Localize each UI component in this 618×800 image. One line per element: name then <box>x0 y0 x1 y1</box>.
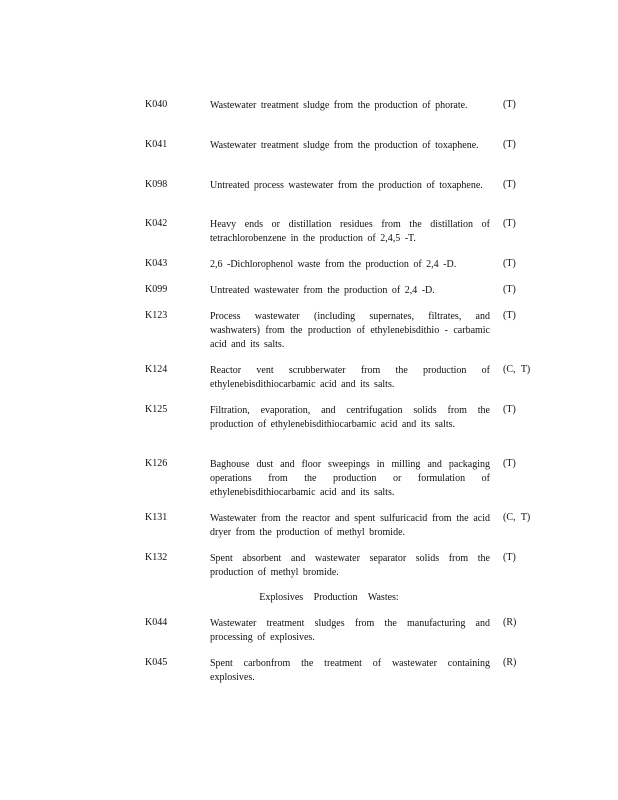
waste-code: K043 <box>145 258 168 269</box>
hazard-code: (T) <box>503 458 516 469</box>
hazard-code: (T) <box>503 258 516 269</box>
hazard-code: (R) <box>503 657 517 668</box>
waste-description: Wastewater treatment sludges from the manufacturing and processing of explosives. <box>210 618 490 643</box>
waste-description: Untreated wastewater from the production of 2,4 -D. <box>210 285 435 296</box>
waste-description: Reactor vent scrubberwater from the production of ethylenebisdithiocarbamic acid and its salts. <box>210 365 490 390</box>
waste-code: K042 <box>145 218 168 229</box>
waste-code: K125 <box>145 404 168 415</box>
hazard-code: (T) <box>503 139 516 150</box>
waste-code: K124 <box>145 364 168 375</box>
waste-description: Wastewater treatment sludge from the production of phorate. <box>210 100 468 111</box>
waste-description: Wastewater treatment sludge from the production of toxaphene. <box>210 140 479 151</box>
waste-description: Heavy ends or distillation residues from the distillation of tetrachlorobenzene in the production of 2,4,5 -T. <box>210 219 490 244</box>
hazard-code: (T) <box>503 404 516 415</box>
waste-code: K044 <box>145 617 168 628</box>
waste-code: K098 <box>145 179 168 190</box>
waste-description: 2,6 -Dichlorophenol waste from the production of 2,4 -D. <box>210 259 457 270</box>
waste-code: K099 <box>145 284 168 295</box>
hazard-code: (T) <box>503 218 516 229</box>
waste-code: K123 <box>145 310 168 321</box>
waste-description: Spent absorbent and wastewater separator solids from the production of methyl bromide. <box>210 553 490 578</box>
waste-code: K131 <box>145 512 168 523</box>
waste-code: K041 <box>145 139 168 150</box>
waste-code: K045 <box>145 657 168 668</box>
waste-description: Baghouse dust and floor sweepings in milling and packaging operations from the production or formulation of ethylenebisdithiocarbamic acid and its salts. <box>210 459 490 498</box>
hazard-code: (T) <box>503 552 516 563</box>
section-heading: Explosives Production Wastes: <box>259 592 399 603</box>
hazard-code: (T) <box>503 310 516 321</box>
hazard-code: (C, T) <box>503 364 531 375</box>
hazard-code: (C, T) <box>503 512 531 523</box>
hazard-code: (T) <box>503 284 516 295</box>
waste-description: Spent carbonfrom the treatment of wastewater containing explosives. <box>210 658 490 683</box>
waste-description: Untreated process wastewater from the production of toxaphene. <box>210 180 483 191</box>
hazard-code: (T) <box>503 179 516 190</box>
hazard-code: (T) <box>503 99 516 110</box>
waste-code: K040 <box>145 99 168 110</box>
waste-description: Process wastewater (including supernates, filtrates, and washwaters) from the production of ethylenebisdithio - carbamic acid and its salts. <box>210 311 490 350</box>
hazard-code: (R) <box>503 617 517 628</box>
waste-code: K126 <box>145 458 168 469</box>
waste-description: Filtration, evaporation, and centrifugation solids from the production of ethylenebisdithiocarbamic acid and its salts. <box>210 405 490 430</box>
waste-code: K132 <box>145 552 168 563</box>
waste-description: Wastewater from the reactor and spent sulfuricacid from the acid dryer from the production of methyl bromide. <box>210 513 490 538</box>
